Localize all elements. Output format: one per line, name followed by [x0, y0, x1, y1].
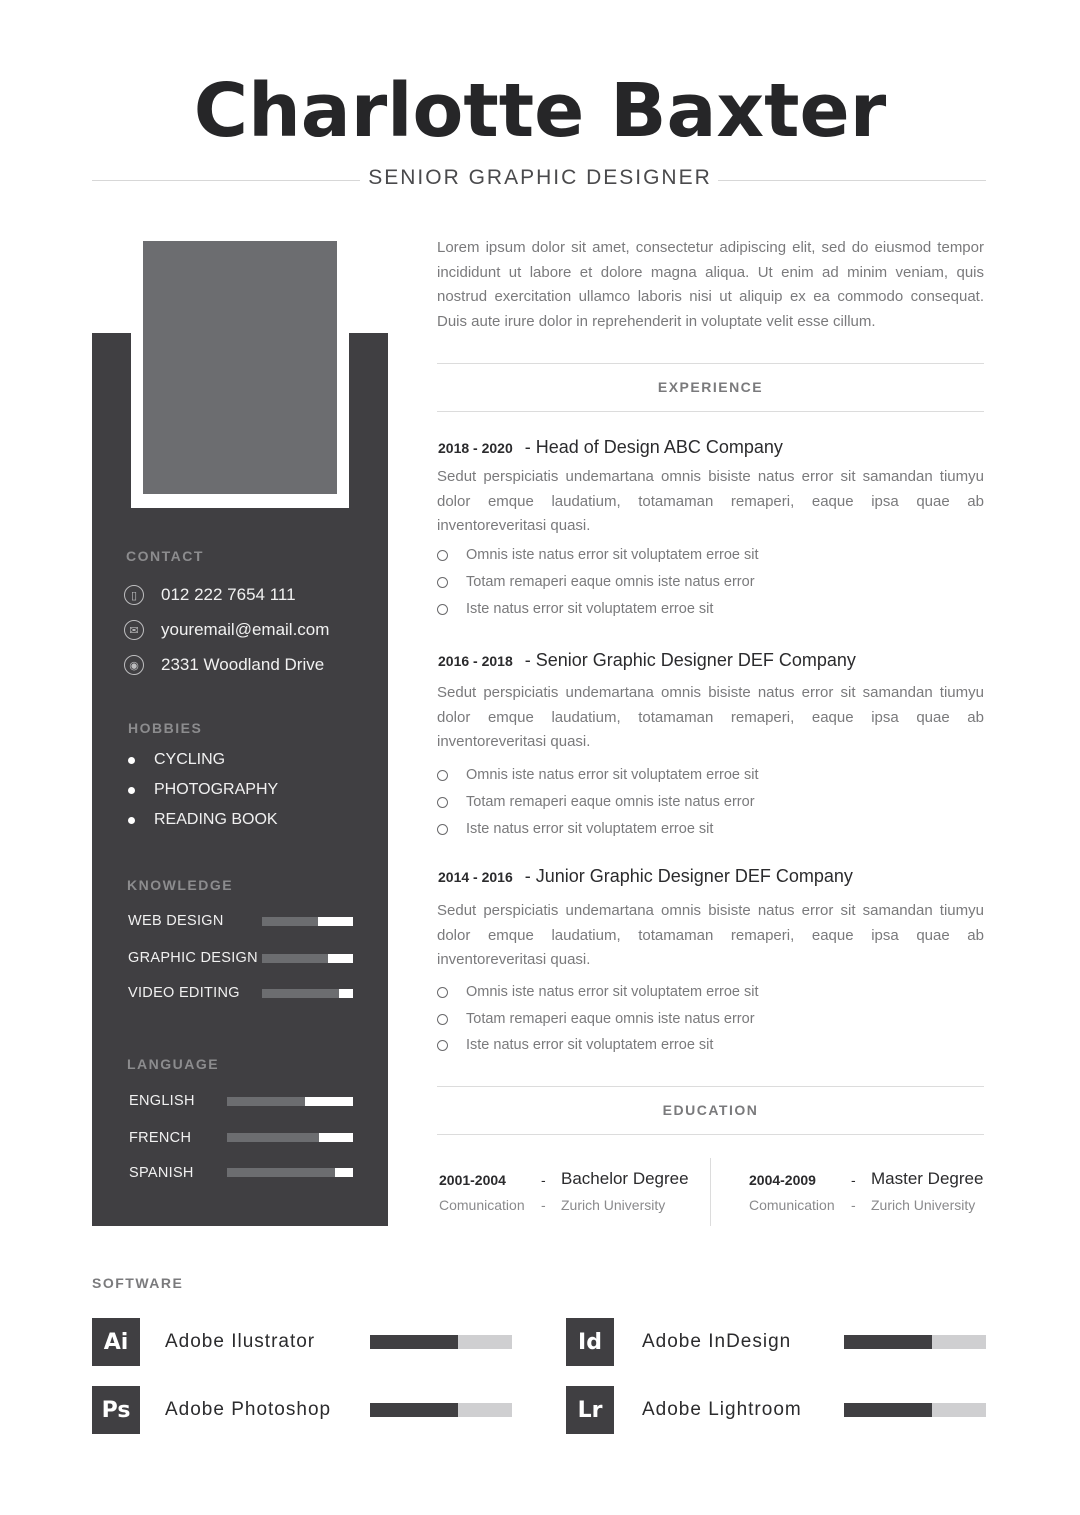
circle-bullet-icon	[437, 1014, 448, 1025]
software-bar-fill	[844, 1403, 932, 1417]
job-bullet	[437, 765, 759, 785]
indesign-icon: Id	[566, 1318, 614, 1366]
job-header	[438, 866, 853, 887]
language-bar	[227, 1168, 353, 1177]
hobby-item	[128, 778, 278, 802]
job-bullet	[437, 819, 713, 839]
bullet-text: Iste natus error sit voluptatem erroe sit	[466, 821, 714, 837]
illustrator-icon: Ai	[92, 1318, 140, 1366]
bullet-dot-icon	[128, 787, 135, 794]
software-bar	[370, 1403, 512, 1417]
software-name: Adobe Ilustrator	[165, 1331, 316, 1352]
hobby-item	[128, 808, 278, 832]
experience-heading: EXPERIENCE	[657, 379, 764, 395]
job-bullet	[437, 545, 759, 565]
job-title: - Head of Design ABC Company	[524, 437, 783, 457]
job-description: Sedut perspiciatis undemartana omnis bisiste natus error sit samandan tiumyu dolor emque laudatium, totamaman remaperi, eaque ipsa quae ab inventoreveritasi quasi.	[437, 902, 984, 968]
job-bullet	[437, 1035, 713, 1055]
language-label: SPANISH	[129, 1165, 194, 1181]
bullet-text: Iste natus error sit voluptatem erroe sit	[466, 1037, 714, 1053]
hobby-label: PHOTOGRAPHY	[154, 781, 279, 798]
education-divider	[710, 1158, 711, 1226]
job-bullet	[437, 792, 755, 812]
job-description: Sedut perspiciatis undemartana omnis bisiste natus error sit samandan tiumyu dolor emque laudatium, totamaman remaperi, eaque ipsa quae ab inventoreveritasi quasi.	[437, 684, 984, 750]
language-label: ENGLISH	[129, 1093, 195, 1109]
hobby-label: CYCLING	[154, 751, 226, 768]
bullet-text: Iste natus error sit voluptatem erroe sit	[466, 601, 714, 617]
divider	[437, 1134, 984, 1135]
job-title: - Junior Graphic Designer DEF Company	[524, 866, 853, 886]
divider	[437, 1086, 984, 1087]
education-school: Zurich University	[561, 1197, 666, 1213]
education-years: 2004-2009	[749, 1172, 816, 1188]
bullet-text: Totam remaperi eaque omnis iste natus error	[466, 574, 755, 590]
circle-bullet-icon	[437, 824, 448, 835]
software-bar-fill	[844, 1335, 932, 1349]
language-label: FRENCH	[129, 1130, 192, 1146]
knowledge-heading: KNOWLEDGE	[127, 877, 234, 893]
education-degree: Bachelor Degree	[561, 1169, 689, 1188]
software-name: Adobe Lightroom	[642, 1399, 802, 1420]
job-years: 2016 - 2018	[438, 653, 513, 669]
knowledge-bar	[262, 917, 353, 926]
divider	[437, 363, 984, 364]
job-bullet	[437, 1009, 755, 1029]
education-dash: -	[541, 1172, 546, 1188]
education-dash: -	[541, 1197, 546, 1213]
contact-address	[124, 652, 324, 678]
contact-heading: CONTACT	[126, 548, 204, 564]
profile-photo-placeholder	[143, 241, 337, 494]
education-dash: -	[851, 1172, 856, 1188]
job-years: 2014 - 2016	[438, 869, 513, 885]
phone-text: 012 222 7654 111	[161, 585, 296, 604]
job-bullet	[437, 599, 713, 619]
circle-bullet-icon	[437, 987, 448, 998]
education-field: Comunication	[749, 1197, 835, 1213]
divider	[437, 411, 984, 412]
lightroom-icon: Lr	[566, 1386, 614, 1434]
education-heading: EDUCATION	[662, 1102, 759, 1118]
header-divider-right	[718, 180, 986, 181]
bullet-text: Totam remaperi eaque omnis iste natus error	[466, 1011, 755, 1027]
knowledge-bar-fill	[262, 989, 339, 998]
bullet-text: Omnis iste natus error sit voluptatem erroe sit	[466, 547, 759, 563]
software-bar	[844, 1403, 986, 1417]
header-divider-left	[92, 180, 360, 181]
knowledge-bar	[262, 989, 353, 998]
knowledge-label: GRAPHIC DESIGN	[128, 950, 258, 966]
language-bar	[227, 1097, 353, 1106]
bullet-text: Omnis iste natus error sit voluptatem erroe sit	[466, 984, 759, 1000]
software-name: Adobe Photoshop	[165, 1399, 332, 1420]
software-name: Adobe InDesign	[642, 1331, 792, 1352]
location-icon: ◉	[124, 655, 144, 675]
language-bar-fill	[227, 1133, 319, 1142]
candidate-name: Charlotte Baxter	[193, 68, 887, 154]
job-header	[438, 437, 783, 458]
circle-bullet-icon	[437, 770, 448, 781]
photoshop-icon: Ps	[92, 1386, 140, 1434]
software-bar	[370, 1335, 512, 1349]
circle-bullet-icon	[437, 550, 448, 561]
job-bullet	[437, 982, 759, 1002]
hobby-item	[128, 748, 225, 772]
knowledge-label: WEB DESIGN	[128, 913, 224, 929]
education-years: 2001-2004	[439, 1172, 506, 1188]
circle-bullet-icon	[437, 577, 448, 588]
phone-icon: ▯	[124, 585, 144, 605]
job-bullet	[437, 572, 755, 592]
knowledge-label: VIDEO EDITING	[128, 985, 240, 1001]
education-degree: Master Degree	[871, 1169, 984, 1188]
job-header	[438, 650, 856, 671]
job-title: - Senior Graphic Designer DEF Company	[524, 650, 856, 670]
software-bar	[844, 1335, 986, 1349]
bullet-dot-icon	[128, 757, 135, 764]
knowledge-bar-fill	[262, 954, 328, 963]
hobbies-heading: HOBBIES	[128, 720, 203, 736]
contact-email	[124, 617, 329, 643]
software-heading: SOFTWARE	[92, 1275, 184, 1291]
language-bar-fill	[227, 1097, 305, 1106]
language-bar-fill	[227, 1168, 335, 1177]
email-text: youremail@email.com	[161, 620, 330, 639]
contact-phone	[124, 582, 296, 608]
circle-bullet-icon	[437, 604, 448, 615]
bullet-text: Totam remaperi eaque omnis iste natus error	[466, 794, 755, 810]
education-school: Zurich University	[871, 1197, 976, 1213]
language-bar	[227, 1133, 353, 1142]
bullet-text: Omnis iste natus error sit voluptatem erroe sit	[466, 767, 759, 783]
knowledge-bar	[262, 954, 353, 963]
education-dash: -	[851, 1197, 856, 1213]
circle-bullet-icon	[437, 797, 448, 808]
circle-bullet-icon	[437, 1040, 448, 1051]
software-bar-fill	[370, 1403, 458, 1417]
address-text: 2331 Woodland Drive	[161, 655, 325, 674]
knowledge-bar-fill	[262, 917, 318, 926]
job-years: 2018 - 2020	[438, 440, 513, 456]
email-icon: ✉	[124, 620, 144, 640]
profile-summary: Lorem ipsum dolor sit amet, consectetur adipiscing elit, sed do eiusmod tempor incididunt ut labore et dolore magna aliqua. Ut enim ad minim veniam, quis nostrud exercitation ullamco laboris nisi ut aliquip ex ea commodo consequat. Duis aute irure dolor in reprehenderit in voluptate velit esse cillum.	[437, 239, 984, 330]
hobby-label: READING BOOK	[154, 811, 278, 828]
language-heading: LANGUAGE	[127, 1056, 220, 1072]
job-title: SENIOR GRAPHIC DESIGNER	[368, 166, 712, 189]
education-field: Comunication	[439, 1197, 525, 1213]
job-description: Sedut perspiciatis undemartana omnis bisiste natus error sit samandan tiumyu dolor emque laudatium, totamaman remaperi, eaque ipsa quae ab inventoreveritasi quasi.	[437, 468, 984, 534]
software-bar-fill	[370, 1335, 458, 1349]
bullet-dot-icon	[128, 817, 135, 824]
